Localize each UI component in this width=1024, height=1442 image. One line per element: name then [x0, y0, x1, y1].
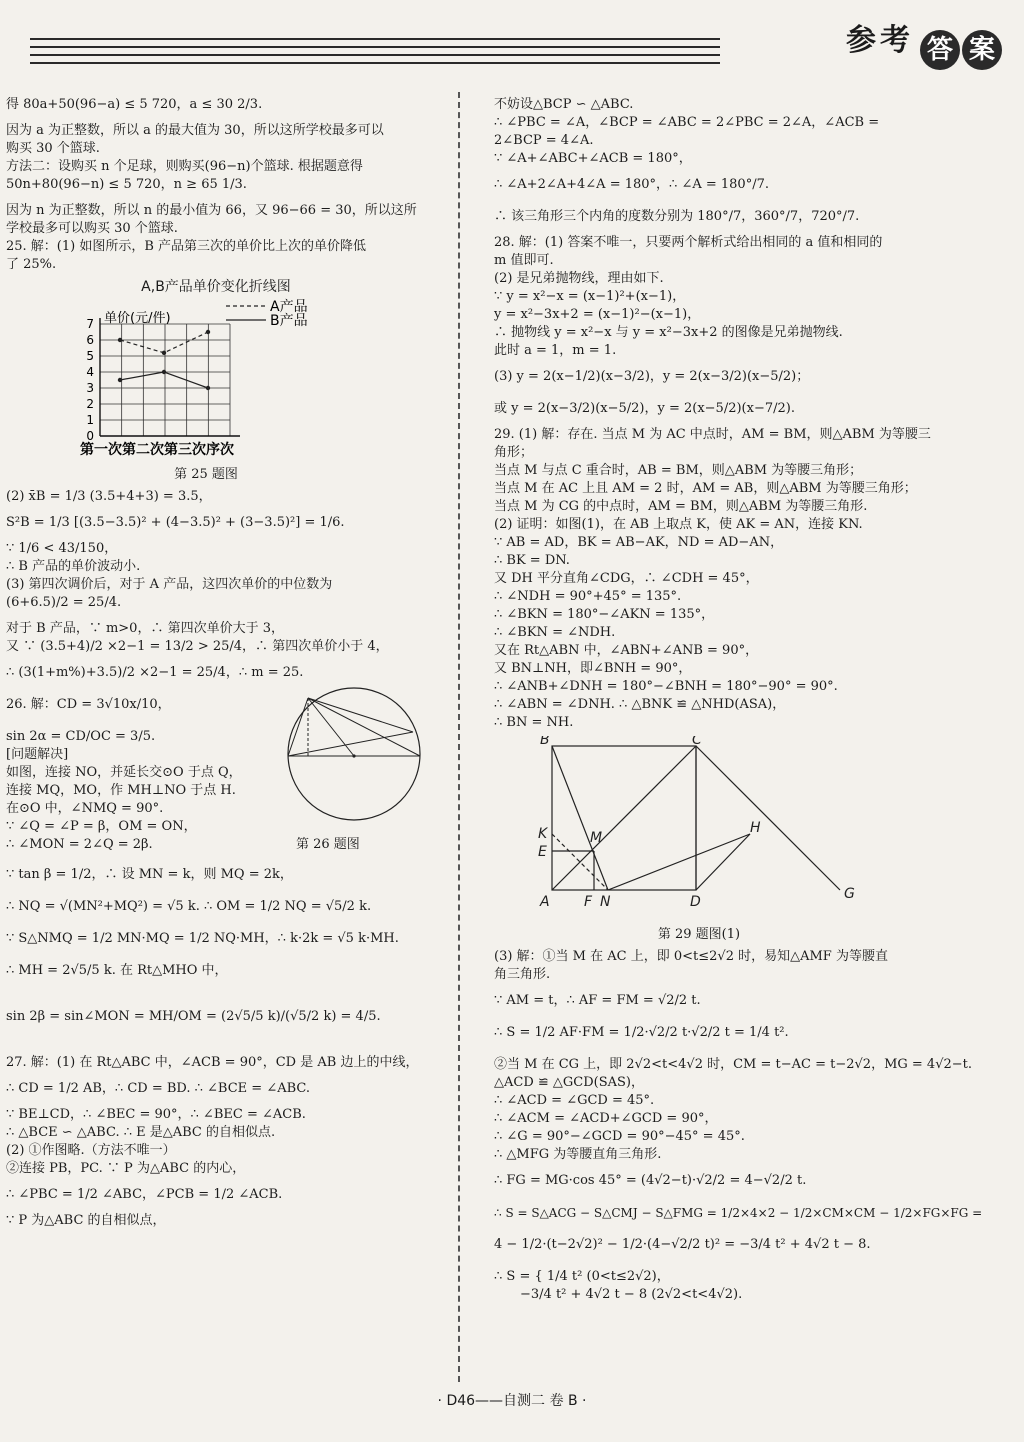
figure-caption: 第 25 题图 — [174, 467, 238, 482]
text-line: 连接 MQ，MO，作 MH⊥NO 于点 H. — [6, 783, 236, 798]
text-line: 25. 解：(1) 如图所示，B 产品第三次的单价比上次的单价降低 — [6, 239, 367, 254]
text-line: 角三角形. — [494, 967, 551, 982]
data-point — [162, 351, 166, 355]
text-line: 50n+80(96−n) ≤ 5 720，n ≥ 65 1/3. — [6, 177, 247, 192]
text-line: ∵ y = x²−x = (x−1)²+(x−1)， — [494, 289, 686, 304]
text-line: 对于 B 产品，∵ m>0，∴ 第四次单价大于 3， — [6, 621, 284, 636]
data-point — [206, 386, 210, 390]
text-line: 当点 M 在 AC 上且 AM = 2 时，AM = AB，则△ABM 为等腰三角形； — [494, 481, 917, 496]
text-line: 当点 M 与点 C 重合时，AB = BM，则△ABM 为等腰三角形； — [494, 463, 863, 478]
text-line: 2∠BCP = 4∠A. — [494, 133, 594, 148]
page-header — [0, 0, 1024, 92]
svg-text:A: A — [540, 894, 550, 910]
text-line: ∴ ∠A+2∠A+4∠A = 180°，∴ ∠A = 180°/7. — [494, 177, 769, 192]
svg-text:G: G — [844, 886, 855, 902]
header-badge: 答 — [920, 30, 960, 70]
text-line: ∴ △BCE ∽ △ABC. ∴ E 是△ABC 的自相似点. — [6, 1125, 276, 1140]
text-line: ∴ ∠ACM = ∠ACD+∠GCD = 90°， — [494, 1111, 718, 1126]
text-line: [问题解决] — [6, 747, 69, 762]
text-line: 如图，连接 NO，并延长交⊙O 于点 Q， — [6, 765, 242, 780]
text-line: ∴ ∠ACD = ∠GCD = 45°. — [494, 1093, 655, 1108]
header-badge: 案 — [962, 30, 1002, 70]
text-line: (6+6.5)/2 = 25/4. — [6, 595, 122, 610]
chart-title: A,B产品单价变化折线图 — [141, 279, 291, 295]
text-line: ∴ NQ = √(MN²+MQ²) = √5 k. ∴ OM = 1/2 NQ = √5/2 k. — [6, 899, 372, 914]
text-line: ∴ ∠BKN = ∠NDH. — [494, 625, 616, 640]
text-line: ∴ S = 1/2 AF·FM = 1/2·√2/2 t·√2/2 t = 1/4 t². — [494, 1025, 789, 1040]
svg-text:C: C — [692, 736, 702, 748]
text-line: 26. 解：CD = 3√10x/10， — [6, 697, 171, 712]
svg-text:B: B — [540, 736, 550, 748]
data-point — [162, 370, 166, 374]
text-line: ∴ ∠PBC = 1/2 ∠ABC，∠PCB = 1/2 ∠ACB. — [6, 1187, 283, 1202]
q26-block — [6, 696, 446, 866]
y-tick-label: 3 — [86, 381, 94, 395]
text-line: ∵ tan β = 1/2，∴ 设 MN = k，则 MQ = 2k， — [6, 867, 293, 882]
text-line: 又 ∵ (3.5+4)/2 ×2−1 = 13/2 > 25/4，∴ 第四次单价小于 4， — [6, 639, 389, 654]
text-line: ②连接 PB，PC. ∵ P 为△ABC 的内心， — [6, 1161, 246, 1176]
legend-label: B产品 — [270, 313, 308, 329]
y-tick-label: 2 — [86, 397, 94, 411]
text-line: ∴ ∠PBC = ∠A，∠BCP = ∠ABC = 2∠PBC = 2∠A，∠ACB = — [494, 115, 880, 130]
header-rule — [30, 38, 720, 40]
text-line: ∵ ∠A+∠ABC+∠ACB = 180°， — [494, 151, 692, 166]
text-line: 方法二：设购买 n 个足球，则购买(96−n)个篮球. 根据题意得 — [6, 159, 363, 174]
text-line: ∴ CD = 1/2 AB，∴ CD = BD. ∴ ∠BCE = ∠ABC. — [6, 1081, 311, 1096]
svg-text:H: H — [750, 820, 761, 836]
text-line: ∵ P 为△ABC 的自相似点， — [6, 1213, 166, 1228]
text-line: ∴ 该三角形三个内角的度数分别为 180°/7，360°/7，720°/7. — [494, 209, 860, 224]
text-line: ∴ ∠ANB+∠DNH = 180°−∠BNH = 180°−90° = 90°. — [494, 679, 838, 694]
header-rule — [30, 54, 720, 56]
square-diagram — [494, 736, 914, 916]
series-line — [120, 332, 208, 353]
text-line: 又在 Rt△ABN 中，∠ABN+∠ANB = 90°， — [494, 643, 759, 658]
text-line: 4 − 1/2·(t−2√2)² − 1/2·(4−√2/2 t)² = −3/4 t² + 4√2 t − 8. — [494, 1237, 871, 1252]
text-line: S²B = 1/3 [(3.5−3.5)² + (4−3.5)² + (3−3.5)²] = 1/6. — [6, 515, 345, 530]
text-line: ∴ FG = MG·cos 45° = (4√2−t)·√2/2 = 4−√2/2 t. — [494, 1173, 807, 1188]
text-line: (3) 解：①当 M 在 AC 上，即 0<t≤2√2 时，易知△AMF 为等腰直 — [494, 949, 888, 964]
text-line: 得 80a+50(96−a) ≤ 5 720，a ≤ 30 2/3. — [6, 97, 263, 112]
text-line: △ACD ≌ △GCD(SAS)， — [494, 1075, 645, 1090]
figure-caption: 第 29 题图(1) — [657, 927, 741, 942]
svg-text:E: E — [538, 844, 547, 860]
legend-label: A产品 — [270, 299, 308, 315]
text-line: 29. (1) 解：存在. 当点 M 为 AC 中点时，AM = BM，则△ABM 为等腰三 — [494, 427, 931, 442]
text-line: ∴ ∠ABN = ∠DNH. ∴ △BNK ≌ △NHD(ASA)， — [494, 697, 786, 712]
y-tick-label: 1 — [86, 413, 94, 427]
text-line: 购买 30 个篮球. — [6, 141, 100, 156]
data-point — [118, 378, 122, 382]
svg-text:M: M — [590, 830, 603, 846]
text-line: ∵ ∠Q = ∠P = β，OM = ON， — [6, 819, 197, 834]
text-line: (2) ①作图略.（方法不唯一） — [6, 1143, 176, 1158]
left-column — [6, 96, 446, 1230]
data-point — [118, 338, 122, 342]
text-line: m 值即可. — [494, 253, 554, 268]
text-line: 在⊙O 中，∠NMQ = 90°. — [6, 801, 164, 816]
column-divider — [458, 92, 460, 1382]
header-rule — [30, 46, 720, 48]
text-line: 当点 M 为 CG 的中点时，AM = BM，则△ABM 为等腰三角形. — [494, 499, 868, 514]
figure-caption: 第 26 题图 — [296, 837, 360, 852]
text-line: 角形； — [494, 445, 534, 460]
x-tick-labels: 第一次第二次第三次序次 — [80, 442, 234, 456]
header-rule — [30, 62, 720, 64]
text-line: ∴ ∠BKN = 180°−∠AKN = 135°， — [494, 607, 715, 622]
text-line: ②当 M 在 CG 上，即 2√2<t<4√2 时，CM = t−AC = t−2√2，MG = 4√2−t. — [494, 1057, 972, 1072]
data-point — [206, 330, 210, 334]
text-line: ∴ (3(1+m%)+3.5)/2 ×2−1 = 25/4，∴ m = 25. — [6, 665, 304, 680]
text-line: ∴ B 产品的单价波动小. — [6, 559, 141, 574]
text-line: 不妨设△BCP ∽ △ABC. — [494, 97, 634, 112]
text-line: 因为 n 为正整数，所以 n 的最小值为 66，又 96−66 = 30，所以这所 — [6, 203, 417, 218]
text-line: ∴ S = { 1/4 t² (0<t≤2√2)， — [494, 1269, 670, 1284]
text-line: sin 2β = sin∠MON = MH/OM = (2√5/5 k)/(√5/2 k) = 4/5. — [6, 1009, 381, 1024]
y-tick-label: 0 — [86, 429, 94, 443]
text-line: ∴ BN = NH. — [494, 715, 574, 730]
svg-text:N: N — [600, 894, 611, 910]
text-line: 此时 a = 1，m = 1. — [494, 343, 617, 358]
text-line: sin 2α = CD/OC = 3/5. — [6, 729, 156, 744]
text-line: 或 y = 2(x−3/2)(x−5/2)，y = 2(x−5/2)(x−7/2). — [494, 401, 795, 416]
y-axis-label: 单价(元/件) — [104, 311, 171, 326]
text-line: ∴ 抛物线 y = x²−x 与 y = x²−3x+2 的图像是兄弟抛物线. — [494, 325, 843, 340]
text-line: ∴ ∠NDH = 90°+45° = 135°. — [494, 589, 682, 604]
text-line: (2) 证明：如图(1)，在 AB 上取点 K，使 AK = AN，连接 KN. — [494, 517, 863, 532]
svg-text:K: K — [538, 826, 548, 842]
svg-text:D: D — [690, 894, 701, 910]
text-line: 了 25%. — [6, 257, 57, 272]
svg-text:F: F — [584, 894, 593, 910]
circle-diagram — [278, 684, 448, 844]
text-line: (3) 第四次调价后，对于 A 产品，这四次单价的中位数为 — [6, 577, 333, 592]
right-column — [494, 96, 983, 1304]
text-line: 因为 a 为正整数，所以 a 的最大值为 30，所以这所学校最多可以 — [6, 123, 384, 138]
text-line: ∴ S = S△ACG − S△CMJ − S△FMG = 1/2×4×2 − 1/2×CM×CM − 1/2×FG×FG = — [494, 1206, 983, 1220]
series-line — [120, 372, 208, 388]
text-line: ∵ 1/6 < 43/150， — [6, 541, 118, 556]
text-line: ∴ △MFG 为等腰直角三角形. — [494, 1147, 662, 1162]
text-line: 又 BN⊥NH，即∠BNH = 90°， — [494, 661, 692, 676]
y-tick-label: 5 — [86, 349, 94, 363]
page-footer: · D46——自测二 卷 B · — [437, 1393, 587, 1409]
text-line: ∵ S△NMQ = 1/2 MN·MQ = 1/2 NQ·MH，∴ k·2k = √5 k·MH. — [6, 931, 399, 946]
text-line: ∵ BE⊥CD，∴ ∠BEC = 90°，∴ ∠BEC = ∠ACB. — [6, 1107, 306, 1122]
text-line: (2) x̄B = 1/3 (3.5+4+3) = 3.5， — [6, 489, 212, 504]
line-chart — [76, 278, 356, 462]
text-line: y = x²−3x+2 = (x−1)²−(x−1)， — [494, 307, 701, 322]
text-line: −3/4 t² + 4√2 t − 8 (2√2<t<4√2). — [520, 1287, 743, 1302]
text-line: 学校最多可以购买 30 个篮球. — [6, 221, 178, 236]
y-tick-label: 7 — [86, 317, 94, 331]
y-tick-label: 6 — [86, 333, 94, 347]
text-line: 28. 解：(1) 答案不唯一，只要两个解析式给出相同的 a 值和相同的 — [494, 235, 883, 250]
text-line: 27. 解：(1) 在 Rt△ABC 中，∠ACB = 90°，CD 是 AB 边上的中线， — [6, 1055, 419, 1070]
text-line: ∴ ∠G = 90°−∠GCD = 90°−45° = 45°. — [494, 1129, 745, 1144]
chart-svg — [76, 296, 356, 456]
text-line: ∵ AB = AD，BK = AB−AK，ND = AD−AN， — [494, 535, 784, 550]
y-tick-label: 4 — [86, 365, 94, 379]
text-line: 又 DH 平分直角∠CDG，∴ ∠CDH = 45°， — [494, 571, 759, 586]
text-line: (3) y = 2(x−1/2)(x−3/2)，y = 2(x−3/2)(x−5/2)； — [494, 369, 810, 384]
text-line: (2) 是兄弟抛物线，理由如下. — [494, 271, 664, 286]
header-title: 参考 — [846, 23, 914, 58]
text-line: ∴ ∠MON = 2∠Q = 2β. — [6, 837, 153, 852]
text-line: ∴ MH = 2√5/5 k. 在 Rt△MHO 中， — [6, 963, 228, 978]
text-line: ∴ BK = DN. — [494, 553, 570, 568]
text-line: ∵ AM = t，∴ AF = FM = √2/2 t. — [494, 993, 701, 1008]
